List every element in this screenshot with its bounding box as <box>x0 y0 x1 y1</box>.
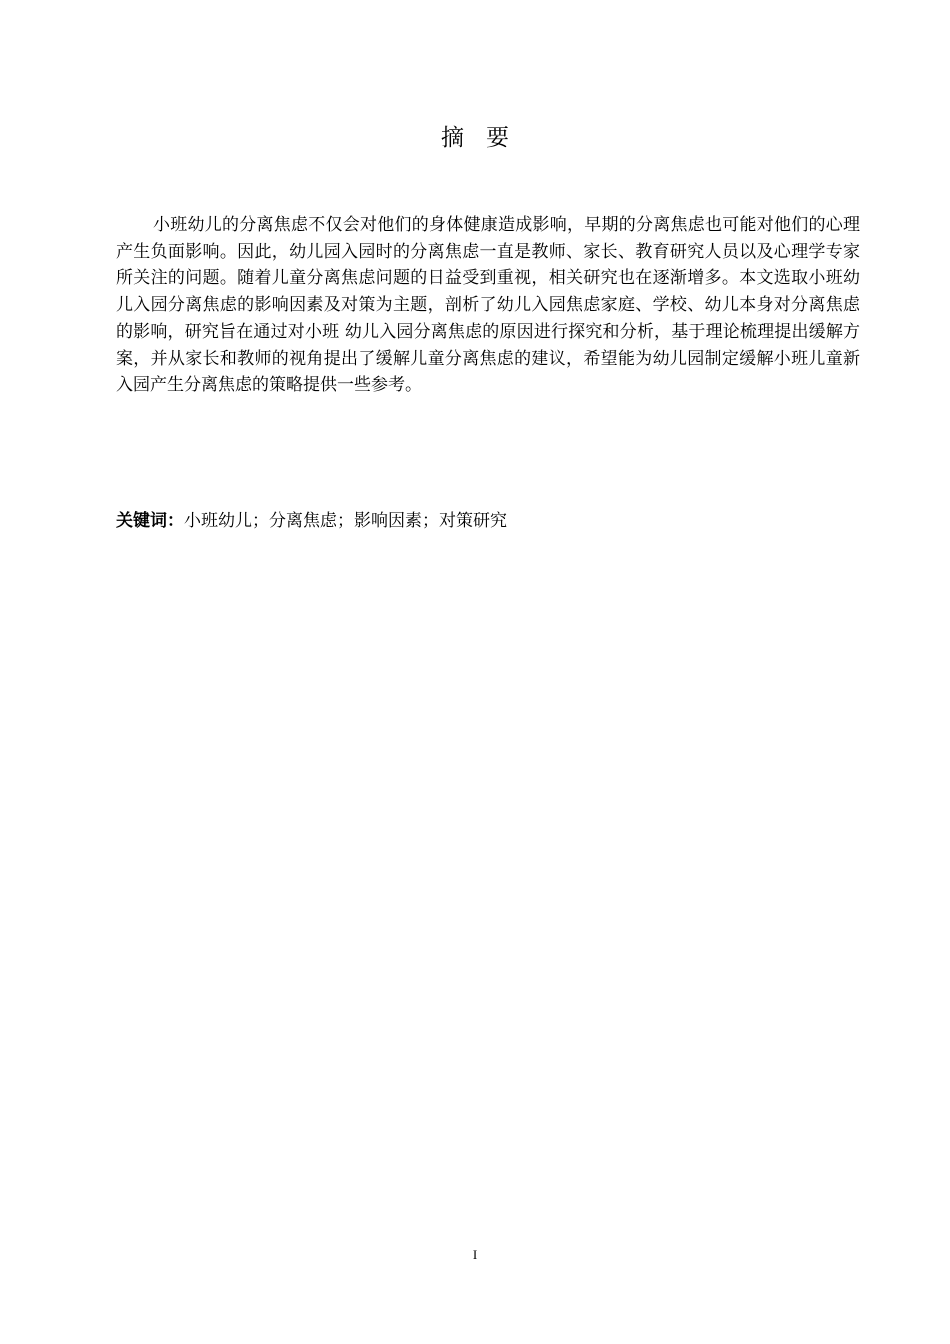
page-number: I <box>472 1247 478 1262</box>
abstract-title: 摘要 <box>441 125 531 151</box>
keywords-line <box>116 508 860 534</box>
keywords-text: 小班幼儿；分离焦虑；影响因素；对策研究 <box>184 511 507 531</box>
abstract-paragraph: 小班幼儿的分离焦虑不仅会对他们的身体健康造成影响，早期的分离焦虑也可能对他们的心理产生负面影响。因此，幼儿园入园时的分离焦虑一直是教师、家长、教育研究人员以及心理学专家所关注的问题。随着儿童分离焦虑问题的日益受到重视，相关研究也在逐渐增多。本文选取小班幼儿入园分离焦虑的影响因素及对策为主题，剖析了幼儿入园焦虑家庭、学校、幼儿本身对分离焦虑的影响，研究旨在通过对小班 幼儿入园分离焦虑的原因进行探究和分析，基于理论梳理提出缓解方案，并从家长和教师的视角提出了缓解儿童分离焦虑的建议，希望能为幼儿园制定缓解小班儿童新入园产生分离焦虑的策略提供一些参考。 <box>116 215 860 396</box>
keywords-label: 关键词： <box>116 511 184 531</box>
